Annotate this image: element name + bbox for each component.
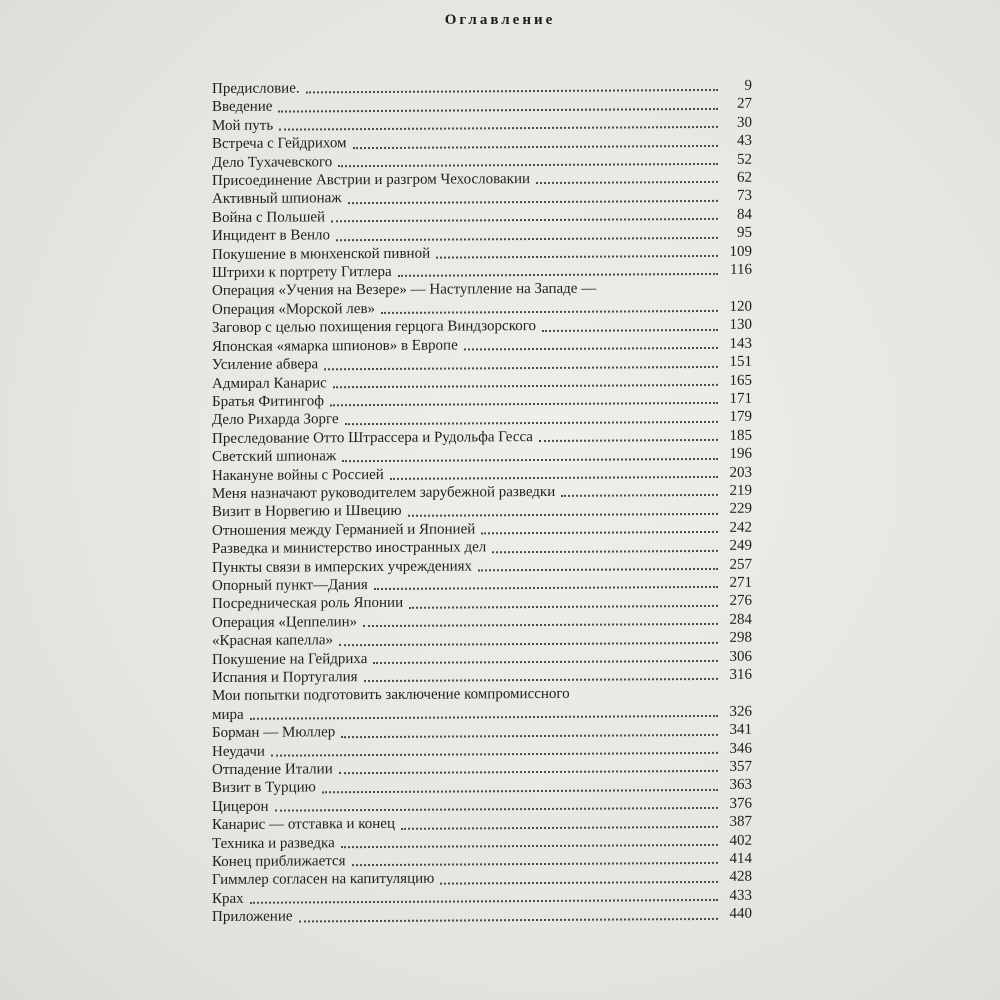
page-title: Оглавление [444,12,556,28]
toc-entry-page-number: 165 [729,372,752,389]
toc-entry-page-number: 203 [729,464,752,481]
toc-entry-page-number: 284 [729,611,752,628]
dot-leader [250,715,718,720]
dot-leader [542,329,718,332]
toc-entry-title: Операция «Учения на Везере» — Наступление на Западе — [212,281,597,300]
toc-entry-page-number: 185 [729,427,752,444]
toc-entry-page-number: 151 [729,353,752,370]
dot-leader [492,549,718,552]
toc-entry-page-number: 120 [729,298,752,315]
dot-leader [271,752,718,757]
toc-entry-title: Мой путь [212,117,274,134]
toc-entry-page-number: 9 [744,77,752,94]
toc-entry-title: Отпадение Италии [212,761,333,779]
toc-entry-title: Пункты связи в имперских учреждениях [212,557,473,576]
dot-leader [278,108,718,113]
toc-entry-page-number: 316 [729,666,752,683]
dot-leader [342,457,718,461]
toc-entry-title: Японская «ямарка шпионов» в Европе [212,337,458,355]
dot-leader [398,273,718,277]
toc-entry-title: Визит в Норвегию и Швецию [212,503,402,521]
toc-entry-page-number: 219 [729,482,752,499]
toc-entry-page-number: 109 [729,243,752,260]
toc-entry-title: Визит в Турцию [212,779,316,797]
dot-leader [331,218,718,222]
toc-entry-page-number: 326 [729,703,752,720]
dot-leader [374,586,718,590]
toc-entry-page-number: 387 [729,813,752,831]
dot-leader [353,145,718,149]
toc-entry-title: Отношения между Германией и Японией [212,521,476,539]
toc-entry-title: Неудачи [212,743,265,760]
dot-leader [279,126,718,131]
toc-entry-title: Присоединение Австрии и разгром Чехословакии [212,171,531,190]
toc-entry-page-number: 143 [729,335,752,352]
toc-entry-title: Штрихи к портрету Гитлера [212,263,392,282]
toc-entry-title: Борман — Мюллер [212,724,336,742]
dot-leader [341,734,718,738]
toc-entry-title: Мои попытки подготовить заключение компромиссного [212,686,570,705]
toc-entry-page-number: 271 [729,574,752,591]
toc-entry-title: Война с Польшей [212,209,326,226]
toc-entry-title: Посредническая роль Японии [212,595,404,613]
toc-entry-title: Встреча с Гейдрихом [212,135,347,153]
dot-leader [339,770,718,774]
dot-leader [324,365,718,369]
toc-entry-title: Меня назначают руководителем зарубежной разведки [212,483,556,502]
toc-entry-title: Активный шпионаж [212,190,342,208]
toc-entry-title: Инцидент в Венло [212,227,331,245]
toc-entry-page-number: 130 [729,316,752,334]
toc-entry-title: Гиммлер согласен на капитуляцию [212,871,435,889]
toc-entry-page-number: 84 [737,206,752,223]
dot-leader [306,89,718,94]
toc-entry-title: Преследование Отто Штрассера и Рудольфа Гесса [212,428,533,447]
toc-entry-page-number: 346 [729,740,752,757]
toc-entry-title: Светский шпионаж [212,448,337,466]
toc-entry-title: Цицерон [212,798,269,815]
dot-leader [339,642,718,646]
toc-entry-page-number: 249 [729,537,752,554]
toc-entry-title: Конец приближается [212,853,346,871]
toc-entry-title: Дело Рихарда Зорге [212,411,339,429]
dot-leader [536,181,718,184]
toc-entry-title: Канарис — отставка и конец [212,816,395,834]
table-of-contents [212,77,752,927]
toc-entry-page-number: 414 [729,850,752,867]
toc-entry-page-number: 402 [729,832,752,849]
dot-leader [345,421,718,425]
dot-leader [299,918,718,923]
dot-leader [409,605,718,609]
toc-entry-title: мира [212,706,244,723]
toc-entry-title: Заговор с целью похищения герцога Виндзорского [212,318,537,337]
toc-entry-title: Братья Фитингоф [212,393,324,410]
toc-entry-page-number: 52 [737,151,752,168]
dot-leader [478,568,718,571]
toc-entry-page-number: 257 [729,556,752,573]
dot-leader [341,844,718,848]
toc-entry-title: «Красная капелла» [212,632,333,650]
toc-entry-title: Разведка и министерство иностранных дел [212,539,487,558]
toc-entry-page-number: 116 [730,261,752,278]
toc-entry-page-number: 229 [729,501,752,518]
dot-leader [390,476,718,480]
toc-entry-title: Операция «Морской лев» [212,300,376,318]
toc-entry-page-number: 376 [729,795,752,812]
toc-entry-title: Адмирал Канарис [212,374,327,392]
toc-entry-page-number: 62 [737,169,752,186]
dot-leader [338,163,718,167]
toc-entry-title: Крах [212,890,244,907]
toc-entry-page-number: 363 [729,777,752,794]
dot-leader [436,255,718,259]
dot-leader [322,789,718,793]
dot-leader [381,310,718,314]
dot-leader [330,402,718,406]
dot-leader [250,899,718,904]
dot-leader [401,826,718,830]
toc-entry-title: Покушение на Гейдриха [212,650,368,668]
toc-entry-page-number: 357 [729,758,752,775]
dot-leader [336,237,718,241]
toc-entry-page-number: 43 [737,132,752,150]
dot-leader [352,862,718,866]
dot-leader [275,807,718,812]
toc-entry-page-number: 95 [737,224,752,242]
toc-entry-page-number: 179 [729,409,752,426]
dot-leader [364,678,718,682]
toc-entry-title: Техника и разведка [212,834,335,852]
toc-entry-title: Дело Тухачевского [212,153,333,171]
dot-leader [373,660,718,664]
toc-entry-title: Приложение [212,908,293,926]
toc-entry-page-number: 242 [729,519,752,536]
toc-entry-page-number: 27 [737,96,752,113]
toc-entry-title: Предисловие. [212,80,300,97]
toc-entry [212,905,752,927]
dot-leader [333,384,718,388]
toc-entry-title: Накануне войны с Россией [212,466,384,484]
toc-entry-title: Введение [212,99,273,116]
toc-entry-title: Усиление абвера [212,356,319,374]
toc-entry-page-number: 298 [729,629,752,647]
dot-leader [363,623,718,627]
dot-leader [464,347,718,351]
toc-entry-page-number: 440 [729,905,752,923]
toc-entry-page-number: 433 [729,887,752,904]
toc-entry-title: Покушение в мюнхенской пивной [212,245,431,263]
toc-entry-page-number: 306 [729,648,752,665]
toc-entry-page-number: 30 [737,114,752,131]
dot-leader [481,531,718,534]
dot-leader [561,494,718,497]
toc-entry-page-number: 171 [729,390,752,407]
toc-entry-page-number: 341 [729,721,752,739]
toc-entry-title: Испания и Португалия [212,669,358,686]
toc-entry-page-number: 73 [737,188,752,205]
dot-leader [539,439,718,442]
toc-entry-title: Опорный пункт—Дания [212,577,368,594]
dot-leader [440,881,718,885]
toc-entry-page-number: 428 [729,869,752,886]
toc-entry-title: Операция «Цеппелин» [212,613,358,631]
dot-leader [408,513,718,517]
toc-entry-page-number: 276 [729,593,752,610]
toc-entry-page-number: 196 [729,445,752,462]
dot-leader [348,200,718,204]
